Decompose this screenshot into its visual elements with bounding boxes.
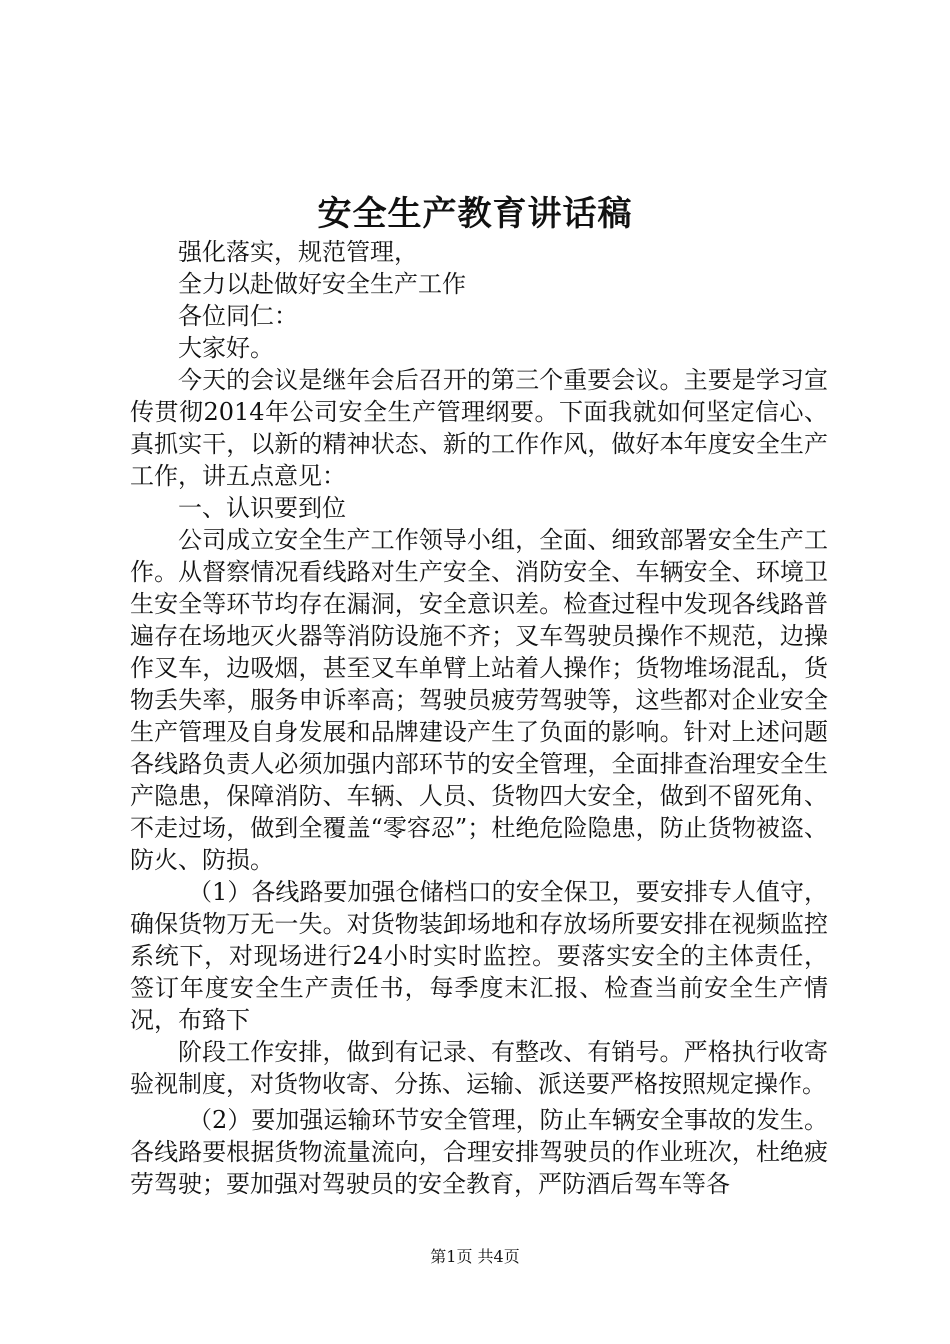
salutation: 各位同仁： [178,302,298,330]
section-heading: 一、认识要到位 [178,494,346,522]
paragraph: 阶段工作安排，做到有记录、有整改、有销号。严格执行收寄验视制度，对货物收寄、分拣、运输、派送要严格按照规定操作。 [130,1038,828,1098]
document-title: 安全生产教育讲话稿 [317,194,633,234]
paragraph-item-2: （2）要加强运输环节安全管理，防止车辆安全事故的发生。各线路要根据货物流量流向，合理安排驾驶员的作业班次，杜绝疲劳驾驶；要加强对驾驶员的安全教育，严防酒后驾车等各 [130,1106,828,1198]
subtitle-line-1: 强化落实，规范管理， [178,238,418,266]
page-indicator: 第1页 共4页 [430,1247,520,1266]
intro-paragraph: 今天的会议是继年会后召开的第三个重要会议。主要是学习宣传贯彻2014年公司安全生产管理纲要。下面我就如何坚定信心、真抓实干，以新的精神状态、新的工作作风，做好本年度安全生产工作，讲五点意见： [130,366,828,490]
paragraph-item-1: （1）各线路要加强仓储档口的安全保卫，要安排专人值守，确保货物万无一失。对货物装卸场地和存放场所要安排在视频监控系统下，对现场进行24小时实时监控。要落实安全的主体责任，签订年度安全生产责任书，每季度末汇报、检查当前安全生产情况，布臵下 [130,878,828,1034]
document-body [130,236,828,1200]
paragraph: 公司成立安全生产工作领导小组，全面、细致部署安全生产工作。从督察情况看线路对生产安全、消防安全、车辆安全、环境卫生安全等环节均存在漏洞，安全意识差。检查过程中发现各线路普遍存在场地灭火器等消防设施不齐；叉车驾驶员操作不规范，边操作叉车，边吸烟，甚至叉车单臂上站着人操作；货物堆场混乱，货物丢失率，服务申诉率高；驾驶员疲劳驾驶等，这些都对企业安全生产管理及自身发展和品牌建设产生了负面的影响。针对上述问题各线路负责人必须加强内部环节的安全管理，全面排查治理安全生产隐患，保障消防、车辆、人员、货物四大安全，做到不留死角、不走过场，做到全覆盖“零容忍”；杜绝危险隐患，防止货物被盗、防火、防损。 [130,526,828,874]
greeting: 大家好。 [178,334,274,362]
subtitle-line-2: 全力以赴做好安全生产工作 [178,270,466,298]
